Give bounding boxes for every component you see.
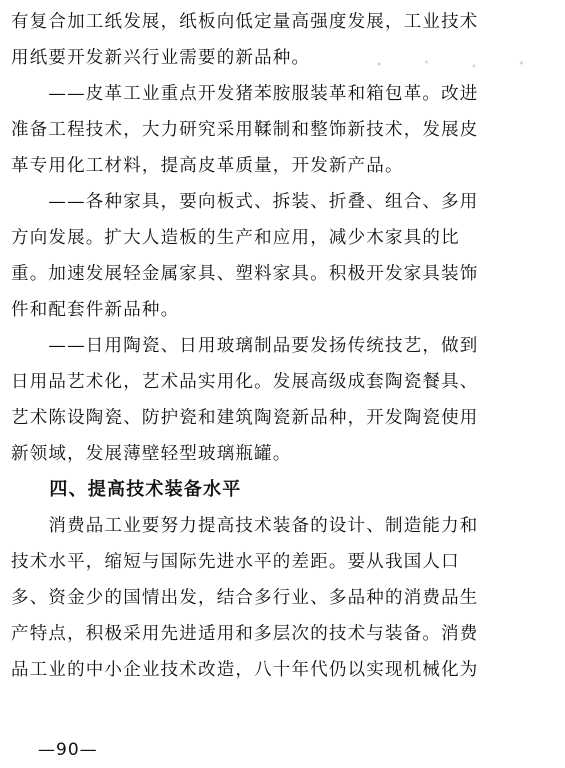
- body-line-13: 新领域，发展薄壁轻型玻璃瓶罐。: [11, 444, 292, 464]
- body-line-1: 有复合加工纸发展，纸板向低定量高强度发展，工业技术: [11, 12, 479, 32]
- section-heading: 四、提高技术装备水平: [11, 479, 242, 500]
- body-line-9: 件和配套件新品种。: [11, 300, 180, 320]
- body-line-7: 方向发展。扩大人造板的生产和应用，减少木家具的比: [11, 228, 460, 248]
- body-line-10: ——日用陶瓷、日用玻璃制品要发扬传统技艺，做到: [11, 336, 479, 356]
- section-line-3: 多、资金少的国情出发，结合多行业、多品种的消费品生: [11, 588, 479, 608]
- body-line-4: 准备工程技术，大力研究采用鞣制和整饰新技术，发展皮: [11, 120, 479, 140]
- section-line-1: 消费品工业要努力提高技术装备的设计、制造能力和: [11, 516, 479, 536]
- scan-noise-decoration: [360, 54, 550, 74]
- section-line-4: 产特点，积极采用先进适用和多层次的技术与装备。消费: [11, 624, 479, 644]
- body-line-6: ——各种家具，要向板式、拆装、折叠、组合、多用: [11, 192, 479, 212]
- page-number: —90—: [38, 740, 98, 760]
- section-line-2: 技术水平，缩短与国际先进水平的差距。要从我国人口: [11, 552, 460, 572]
- body-line-11: 日用品艺术化，艺术品实用化。发展高级成套陶瓷餐具、: [11, 372, 479, 392]
- body-line-3: ——皮革工业重点开发猪苯胺服装革和箱包革。改进: [11, 84, 479, 104]
- section-line-5: 品工业的中小企业技术改造，八十年代仍以实现机械化为: [11, 660, 479, 680]
- body-line-8: 重。加速发展轻金属家具、塑料家具。积极开发家具装饰: [11, 264, 479, 284]
- body-line-2: 用纸要开发新兴行业需要的新品种。: [11, 48, 311, 68]
- body-line-12: 艺术陈设陶瓷、防护瓷和建筑陶瓷新品种，开发陶瓷使用: [11, 408, 479, 428]
- body-line-5: 革专用化工材料，提高皮革质量，开发新产品。: [11, 156, 404, 176]
